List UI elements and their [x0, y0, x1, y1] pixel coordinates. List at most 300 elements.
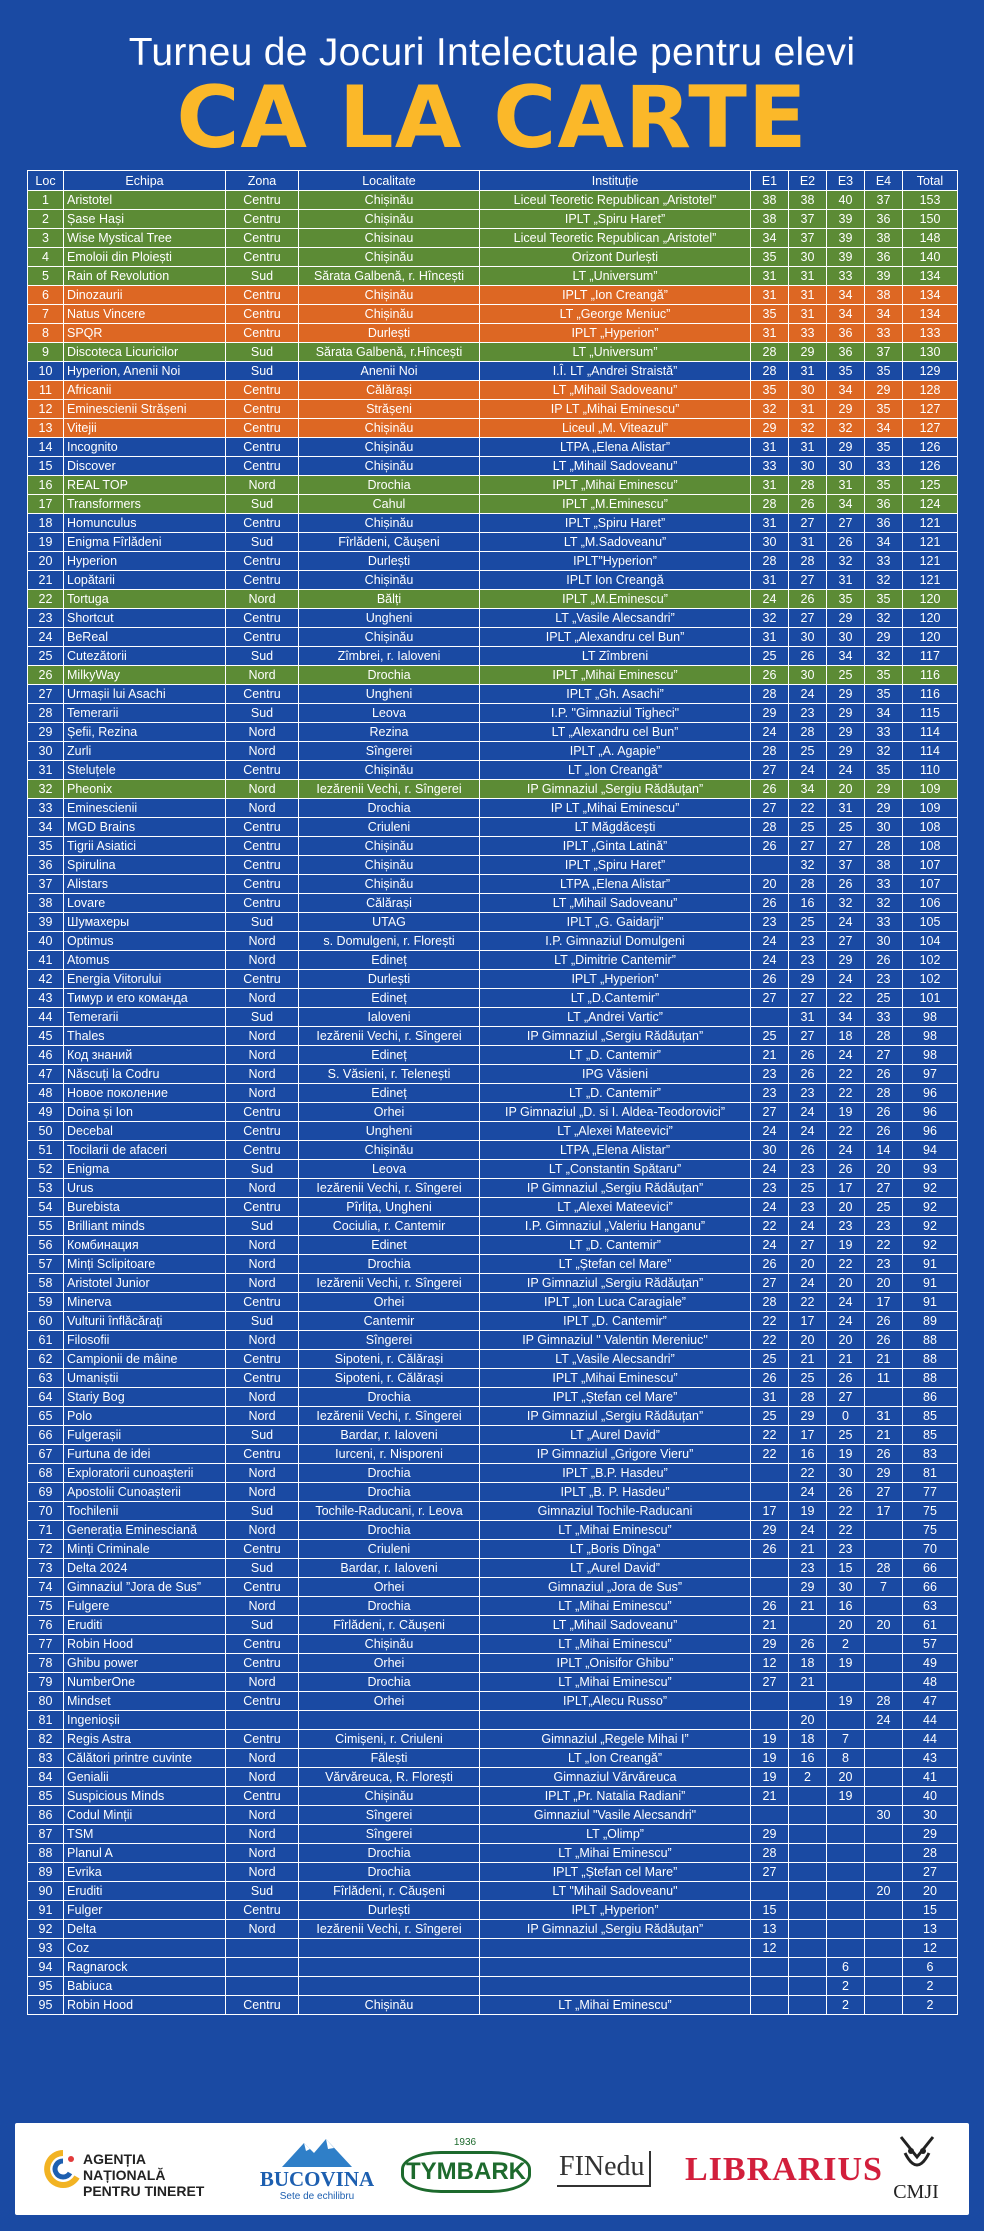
cell-localitate: Fîrlădeni, r. Căușeni: [299, 1882, 480, 1901]
cell-echipa: Temerarii: [64, 1008, 226, 1027]
col-header-zona: Zona: [226, 171, 299, 191]
cell-localitate: Chișinău: [299, 191, 480, 210]
cell-institutie: LT "Mihail Sadoveanu": [480, 1882, 751, 1901]
cell-zona: Centru: [226, 1122, 299, 1141]
cell-localitate: Chișinău: [299, 1141, 480, 1160]
cell-loc: 83: [28, 1749, 64, 1768]
cell-localitate: [299, 1939, 480, 1958]
cell-localitate: Edineț: [299, 951, 480, 970]
cell-loc: 34: [28, 818, 64, 837]
cell-e1: 30: [751, 1141, 789, 1160]
cell-loc: 50: [28, 1122, 64, 1141]
cell-total: 109: [903, 780, 958, 799]
cell-localitate: Călărași: [299, 894, 480, 913]
cell-institutie: LT „Vasile Alecsandri”: [480, 1350, 751, 1369]
col-header-e2: E2: [789, 171, 827, 191]
cell-loc: 68: [28, 1464, 64, 1483]
cell-e1: 27: [751, 1673, 789, 1692]
cell-zona: Nord: [226, 1825, 299, 1844]
cell-e2: 24: [789, 1274, 827, 1293]
cell-e2: 22: [789, 1293, 827, 1312]
cell-e4: [865, 1863, 903, 1882]
table-row: [28, 1540, 958, 1559]
cell-echipa: REAL TOP: [64, 476, 226, 495]
cell-echipa: Rain of Revolution: [64, 267, 226, 286]
cell-e3: 0: [827, 1407, 865, 1426]
cell-e2: [789, 1692, 827, 1711]
cell-e4: [865, 1977, 903, 1996]
tymbark-name: TYMBARK: [401, 2151, 531, 2193]
cell-total: 116: [903, 666, 958, 685]
cell-e2: 24: [789, 1217, 827, 1236]
cell-e4: 38: [865, 229, 903, 248]
cell-localitate: Chișinău: [299, 248, 480, 267]
cell-institutie: IP Gimnaziul „Sergiu Rădăuțan”: [480, 1179, 751, 1198]
cell-institutie: IPLT „Ion Luca Caragiale”: [480, 1293, 751, 1312]
cell-e1: 26: [751, 780, 789, 799]
cell-e2: [789, 1616, 827, 1635]
cell-loc: 75: [28, 1597, 64, 1616]
cell-e3: [827, 1806, 865, 1825]
cell-echipa: Gimnaziul ”Jora de Sus”: [64, 1578, 226, 1597]
cell-total: 127: [903, 419, 958, 438]
cell-e1: 24: [751, 1160, 789, 1179]
cell-e4: [865, 1787, 903, 1806]
cell-e3: [827, 1901, 865, 1920]
cell-loc: 6: [28, 286, 64, 305]
cell-zona: Centru: [226, 438, 299, 457]
cell-echipa: BeReal: [64, 628, 226, 647]
cell-localitate: Drochia: [299, 1863, 480, 1882]
cell-institutie: LT „M.Sadoveanu”: [480, 533, 751, 552]
cell-institutie: I.P. Gimnaziul Domulgeni: [480, 932, 751, 951]
cell-e1: [751, 1977, 789, 1996]
cell-total: 109: [903, 799, 958, 818]
cell-zona: Nord: [226, 1274, 299, 1293]
cell-loc: 24: [28, 628, 64, 647]
cell-echipa: Ragnarock: [64, 1958, 226, 1977]
cell-zona: Sud: [226, 495, 299, 514]
cell-echipa: Născuți la Codru: [64, 1065, 226, 1084]
cell-e1: 30: [751, 533, 789, 552]
cell-e2: 25: [789, 913, 827, 932]
cell-institutie: IPLT „Ștefan cel Mare”: [480, 1388, 751, 1407]
cell-institutie: IPLT „Hyperion”: [480, 970, 751, 989]
cell-e4: [865, 1920, 903, 1939]
cell-e4: 26: [865, 1122, 903, 1141]
cell-localitate: Iezărenii Vechi, r. Sîngerei: [299, 1407, 480, 1426]
cell-localitate: Iezărenii Vechi, r. Sîngerei: [299, 1179, 480, 1198]
cell-institutie: LT „D. Cantemir”: [480, 1236, 751, 1255]
cell-loc: 84: [28, 1768, 64, 1787]
cell-e2: 27: [789, 837, 827, 856]
cell-total: 92: [903, 1217, 958, 1236]
cell-e4: 34: [865, 305, 903, 324]
cell-e4: [865, 1901, 903, 1920]
cell-echipa: Homunculus: [64, 514, 226, 533]
cell-e1: [751, 1996, 789, 2015]
cell-e1: [751, 1483, 789, 1502]
table-row: [28, 324, 958, 343]
cell-e3: 39: [827, 229, 865, 248]
cell-echipa: Natus Vincere: [64, 305, 226, 324]
cell-e4: 32: [865, 609, 903, 628]
cell-loc: 43: [28, 989, 64, 1008]
cell-loc: 26: [28, 666, 64, 685]
cell-e2: 23: [789, 1198, 827, 1217]
table-row: [28, 1445, 958, 1464]
cell-institutie: [480, 1939, 751, 1958]
cell-e3: 23: [827, 1217, 865, 1236]
cell-localitate: Orhei: [299, 1692, 480, 1711]
table-row: [28, 609, 958, 628]
cell-e1: 28: [751, 343, 789, 362]
cell-e3: [827, 1939, 865, 1958]
cell-e4: [865, 1939, 903, 1958]
cell-e4: 14: [865, 1141, 903, 1160]
cell-e3: [827, 1882, 865, 1901]
cell-loc: 49: [28, 1103, 64, 1122]
cell-echipa: Africanii: [64, 381, 226, 400]
cell-e4: 27: [865, 1179, 903, 1198]
cell-echipa: Urus: [64, 1179, 226, 1198]
cell-echipa: Tigrii Asiatici: [64, 837, 226, 856]
cell-loc: 4: [28, 248, 64, 267]
cell-e2: 26: [789, 590, 827, 609]
cell-total: 116: [903, 685, 958, 704]
cell-loc: 95: [28, 1996, 64, 2015]
cell-institutie: IPG Văsieni: [480, 1065, 751, 1084]
table-row: [28, 913, 958, 932]
cell-total: 115: [903, 704, 958, 723]
cell-echipa: Hyperion: [64, 552, 226, 571]
cell-e3: 26: [827, 1160, 865, 1179]
cell-institutie: IPLT „Spiru Haret”: [480, 210, 751, 229]
cell-e4: 33: [865, 875, 903, 894]
cell-e3: 25: [827, 666, 865, 685]
cell-loc: 61: [28, 1331, 64, 1350]
table-row: [28, 704, 958, 723]
cell-zona: Nord: [226, 989, 299, 1008]
cell-e4: 20: [865, 1160, 903, 1179]
cell-zona: Sud: [226, 1882, 299, 1901]
cell-e1: 31: [751, 628, 789, 647]
cell-institutie: LT Măgdăcești: [480, 818, 751, 837]
cell-zona: [226, 1958, 299, 1977]
cell-institutie: IPLT„Alecu Russo”: [480, 1692, 751, 1711]
table-row: [28, 1122, 958, 1141]
cell-loc: 95: [28, 1977, 64, 1996]
cell-e2: 27: [789, 1027, 827, 1046]
cell-e3: 27: [827, 1388, 865, 1407]
cell-e3: 32: [827, 894, 865, 913]
cell-zona: Centru: [226, 1369, 299, 1388]
cell-localitate: Sipoteni, r. Călărași: [299, 1350, 480, 1369]
cell-echipa: Enigma: [64, 1160, 226, 1179]
cell-e4: 28: [865, 837, 903, 856]
cell-e3: 30: [827, 1578, 865, 1597]
cell-loc: 91: [28, 1901, 64, 1920]
cell-e3: 40: [827, 191, 865, 210]
cell-loc: 12: [28, 400, 64, 419]
cell-e2: [789, 1958, 827, 1977]
cell-institutie: IP Gimnaziul „Sergiu Rădăuțan”: [480, 1920, 751, 1939]
cell-e2: 20: [789, 1331, 827, 1350]
cell-e2: 34: [789, 780, 827, 799]
cell-zona: Centru: [226, 1103, 299, 1122]
cell-e1: 25: [751, 1027, 789, 1046]
cell-e2: [789, 1920, 827, 1939]
cell-e4: 35: [865, 590, 903, 609]
cell-e1: [751, 1464, 789, 1483]
cell-localitate: Sărata Galbenă, r.Hîncești: [299, 343, 480, 362]
cell-e4: 36: [865, 210, 903, 229]
cell-e1: 24: [751, 1236, 789, 1255]
cell-echipa: Genialii: [64, 1768, 226, 1787]
cell-localitate: Chișinău: [299, 1787, 480, 1806]
cell-loc: 72: [28, 1540, 64, 1559]
cell-zona: Centru: [226, 552, 299, 571]
table-row: [28, 1502, 958, 1521]
cell-e1: 26: [751, 1597, 789, 1616]
cell-loc: 81: [28, 1711, 64, 1730]
cell-institutie: LTPA „Elena Alistar”: [480, 1141, 751, 1160]
cell-total: 27: [903, 1863, 958, 1882]
cell-total: 153: [903, 191, 958, 210]
cell-e4: 26: [865, 1065, 903, 1084]
cell-institutie: LT „Universum”: [480, 267, 751, 286]
cell-echipa: Lopătarii: [64, 571, 226, 590]
cell-e1: 24: [751, 951, 789, 970]
cell-loc: 76: [28, 1616, 64, 1635]
cell-e2: 30: [789, 248, 827, 267]
cell-institutie: IPLT „Hyperion”: [480, 1901, 751, 1920]
cell-e3: 34: [827, 495, 865, 514]
table-row: [28, 419, 958, 438]
cell-institutie: IP Gimnaziul „Sergiu Rădăuțan”: [480, 780, 751, 799]
cell-institutie: LTPA „Elena Alistar”: [480, 438, 751, 457]
cell-loc: 30: [28, 742, 64, 761]
cell-e4: [865, 1825, 903, 1844]
cell-total: 75: [903, 1521, 958, 1540]
cell-localitate: Fîrlădeni, r. Căușeni: [299, 1616, 480, 1635]
cell-e1: 27: [751, 989, 789, 1008]
cell-total: 85: [903, 1426, 958, 1445]
cell-e3: 29: [827, 685, 865, 704]
cell-e1: 12: [751, 1654, 789, 1673]
cell-e3: 30: [827, 1464, 865, 1483]
cell-loc: 31: [28, 761, 64, 780]
cell-loc: 13: [28, 419, 64, 438]
cell-echipa: MGD Brains: [64, 818, 226, 837]
cell-total: 102: [903, 970, 958, 989]
cell-e1: 31: [751, 476, 789, 495]
cell-localitate: Chișinău: [299, 628, 480, 647]
cell-e2: 24: [789, 1521, 827, 1540]
cell-loc: 47: [28, 1065, 64, 1084]
cell-loc: 18: [28, 514, 64, 533]
table-row: [28, 1635, 958, 1654]
cell-institutie: IP Gimnaziul " Valentin Mereniuc": [480, 1331, 751, 1350]
cell-zona: Centru: [226, 1540, 299, 1559]
cell-total: 98: [903, 1008, 958, 1027]
cell-e1: [751, 1882, 789, 1901]
cell-echipa: Wise Mystical Tree: [64, 229, 226, 248]
cell-zona: Centru: [226, 1141, 299, 1160]
cell-e3: 24: [827, 1312, 865, 1331]
cell-localitate: Criuleni: [299, 1540, 480, 1559]
cell-localitate: Iezărenii Vechi, r. Sîngerei: [299, 1274, 480, 1293]
page-title: Turneu de Jocuri Intelectuale pentru elevi: [128, 31, 856, 74]
cell-e4: 38: [865, 856, 903, 875]
cell-total: 15: [903, 1901, 958, 1920]
cell-e4: [865, 1597, 903, 1616]
table-row: [28, 533, 958, 552]
cell-e4: 20: [865, 1882, 903, 1901]
cell-localitate: Ungheni: [299, 685, 480, 704]
cell-e2: 26: [789, 495, 827, 514]
cell-localitate: [299, 1977, 480, 1996]
cell-institutie: IPLT Ion Creangă: [480, 571, 751, 590]
cell-institutie: IPLT „A. Agapie”: [480, 742, 751, 761]
table-row: [28, 1597, 958, 1616]
table-row: [28, 742, 958, 761]
cell-localitate: Cahul: [299, 495, 480, 514]
cell-e3: 19: [827, 1654, 865, 1673]
cell-e3: 29: [827, 438, 865, 457]
cell-loc: 69: [28, 1483, 64, 1502]
cell-institutie: IPLT „Ion Creangă”: [480, 286, 751, 305]
table-row: [28, 229, 958, 248]
cell-total: 61: [903, 1616, 958, 1635]
cell-localitate: S. Văsieni, r. Telenești: [299, 1065, 480, 1084]
cell-e2: 28: [789, 875, 827, 894]
cell-zona: Centru: [226, 457, 299, 476]
cell-institutie: I.P. "Gimnaziul Tigheci": [480, 704, 751, 723]
cell-loc: 37: [28, 875, 64, 894]
cell-localitate: Iezărenii Vechi, r. Sîngerei: [299, 1920, 480, 1939]
cell-zona: Nord: [226, 1844, 299, 1863]
cell-e3: [827, 1711, 865, 1730]
cell-localitate: Sipoteni, r. Călărași: [299, 1369, 480, 1388]
cell-total: 75: [903, 1502, 958, 1521]
cell-total: 124: [903, 495, 958, 514]
table-row: [28, 1160, 958, 1179]
table-row: [28, 780, 958, 799]
cell-e4: 26: [865, 1312, 903, 1331]
cell-localitate: Durlești: [299, 552, 480, 571]
cell-loc: 55: [28, 1217, 64, 1236]
cell-e1: 23: [751, 1065, 789, 1084]
cell-echipa: Suspicious Minds: [64, 1787, 226, 1806]
cell-echipa: Emoloii din Ploiești: [64, 248, 226, 267]
cell-e2: 31: [789, 286, 827, 305]
cell-zona: Nord: [226, 1407, 299, 1426]
cell-e3: 20: [827, 1616, 865, 1635]
cell-loc: 44: [28, 1008, 64, 1027]
table-row: [28, 1027, 958, 1046]
cell-loc: 35: [28, 837, 64, 856]
cell-e3: 2: [827, 1635, 865, 1654]
cell-e2: 31: [789, 438, 827, 457]
cell-e3: 29: [827, 723, 865, 742]
cell-e3: 29: [827, 400, 865, 419]
cell-total: 120: [903, 590, 958, 609]
cell-e3: 34: [827, 1008, 865, 1027]
cell-localitate: Sîngerei: [299, 1825, 480, 1844]
cell-total: 93: [903, 1160, 958, 1179]
cell-institutie: LT „Boris Dînga”: [480, 1540, 751, 1559]
cell-total: 63: [903, 1597, 958, 1616]
table-row: [28, 381, 958, 400]
cell-echipa: Energia Viitorului: [64, 970, 226, 989]
col-header-e1: E1: [751, 171, 789, 191]
cell-e1: 28: [751, 818, 789, 837]
cell-echipa: Шумахеры: [64, 913, 226, 932]
cell-e4: 28: [865, 1084, 903, 1103]
cell-total: 91: [903, 1293, 958, 1312]
cell-zona: Centru: [226, 1787, 299, 1806]
cell-total: 140: [903, 248, 958, 267]
col-header-e4: E4: [865, 171, 903, 191]
cell-institutie: LT „Mihai Eminescu”: [480, 1635, 751, 1654]
table-row: [28, 875, 958, 894]
cell-loc: 67: [28, 1445, 64, 1464]
cell-localitate: Chișinău: [299, 761, 480, 780]
cell-institutie: LT „Ion Creangă”: [480, 761, 751, 780]
cell-echipa: Planul A: [64, 1844, 226, 1863]
cell-e3: 19: [827, 1692, 865, 1711]
table-row: [28, 1350, 958, 1369]
cell-loc: 36: [28, 856, 64, 875]
cell-loc: 89: [28, 1863, 64, 1882]
cell-e2: 26: [789, 1046, 827, 1065]
cell-e3: 32: [827, 552, 865, 571]
cell-e3: 36: [827, 343, 865, 362]
cell-zona: Sud: [226, 1008, 299, 1027]
cell-localitate: Pîrlița, Ungheni: [299, 1198, 480, 1217]
cell-e2: 16: [789, 894, 827, 913]
cell-e3: 19: [827, 1103, 865, 1122]
cell-e3: [827, 1844, 865, 1863]
owl-icon: [895, 2133, 939, 2177]
cell-echipa: Polo: [64, 1407, 226, 1426]
table-row: [28, 1065, 958, 1084]
cell-echipa: Zurli: [64, 742, 226, 761]
cell-e2: 30: [789, 457, 827, 476]
cell-total: 92: [903, 1179, 958, 1198]
cell-e2: 31: [789, 305, 827, 324]
sponsor-bucovina-logo: [247, 2123, 387, 2215]
cell-localitate: Durlești: [299, 1901, 480, 1920]
cell-institutie: LT „Constantin Spătaru”: [480, 1160, 751, 1179]
cell-total: 91: [903, 1255, 958, 1274]
cell-e3: 39: [827, 248, 865, 267]
cell-e2: 26: [789, 1065, 827, 1084]
cell-e4: [865, 1749, 903, 1768]
cell-e1: 31: [751, 286, 789, 305]
cell-localitate: Chișinău: [299, 457, 480, 476]
cell-loc: 87: [28, 1825, 64, 1844]
cell-e4: 34: [865, 419, 903, 438]
cell-e2: 17: [789, 1312, 827, 1331]
table-row: [28, 286, 958, 305]
cell-e2: 37: [789, 229, 827, 248]
cell-e4: 26: [865, 951, 903, 970]
standings-table: [27, 170, 958, 2015]
cell-e4: 36: [865, 495, 903, 514]
cell-zona: Nord: [226, 1046, 299, 1065]
